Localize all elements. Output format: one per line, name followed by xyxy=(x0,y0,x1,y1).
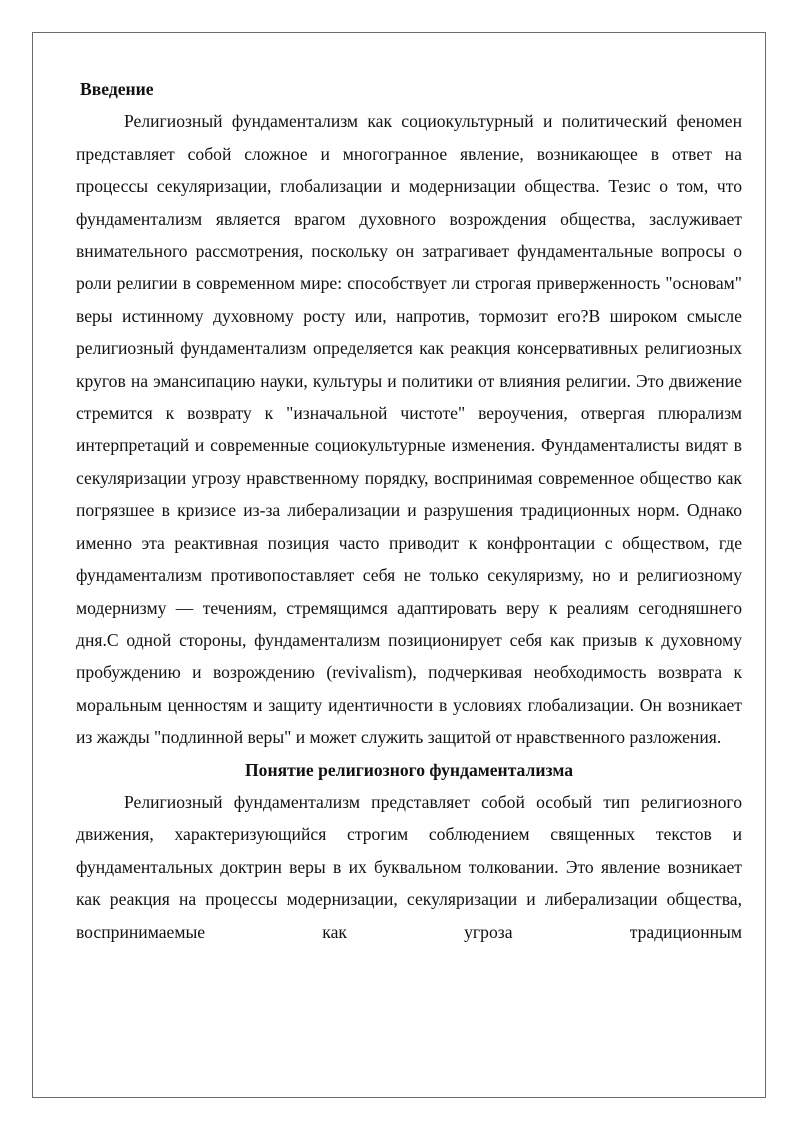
section-heading-concept: Понятие религиозного фундаментализма xyxy=(245,759,573,780)
document-body xyxy=(76,73,742,948)
section-heading-introduction: Введение xyxy=(80,79,154,99)
paragraph-concept: Религиозный фундаментализм представляет собой особый тип религиозного движения, характеризующийся строгим соблюдением священных текстов и фундаментальных доктрин веры в их буквальном толковании. Это явление возникает как реакция на процессы модернизации, секуляризации и либерализации общества, воспринимаемые как угроза традиционным xyxy=(76,791,742,942)
paragraph-introduction: Религиозный фундаментализм как социокультурный и политический феномен представляет собой сложное и многогранное явление, возникающее в ответ на процессы секуляризации, глобализации и модернизации общества. Тезис о том, что фундаментализм является врагом духовного возрождения общества, заслуживает внимательного рассмотрения, поскольку он затрагивает фундаментальные вопросы о роли религии в современном мире: способствует ли строгая приверженность "основам" веры истинному духовному росту или, напротив, тормозит его?В широком смысле религиозный фундаментализм определяется как реакция консервативных религиозных кругов на эмансипацию науки, культуры и политики от влияния религии. Это движение стремится к возврату к "изначальной чистоте" вероучения, отвергая плюрализм интерпретаций и современные социокультурные изменения. Фундаменталисты видят в секуляризации угрозу нравственному порядку, воспринимая современное общество как погрязшее в кризисе из-за либерализации и разрушения традиционных норм. Однако именно эта реактивная позиция часто приводит к конфронтации с обществом, где фундаментализм противопоставляет себя не только секуляризму, но и религиозному модернизму — течениям, стремящимся адаптировать веру к реалиям сегодняшнего дня.С одной стороны, фундаментализм позиционирует себя как призыв к духовному пробуждению и возрождению (revivalism), подчеркивая необходимость возврата к моральным ценностям и защиту идентичности в условиях глобализации. Он возникает из жажды "подлинной веры" и может служить защитой от нравственного разложения. xyxy=(76,111,742,748)
